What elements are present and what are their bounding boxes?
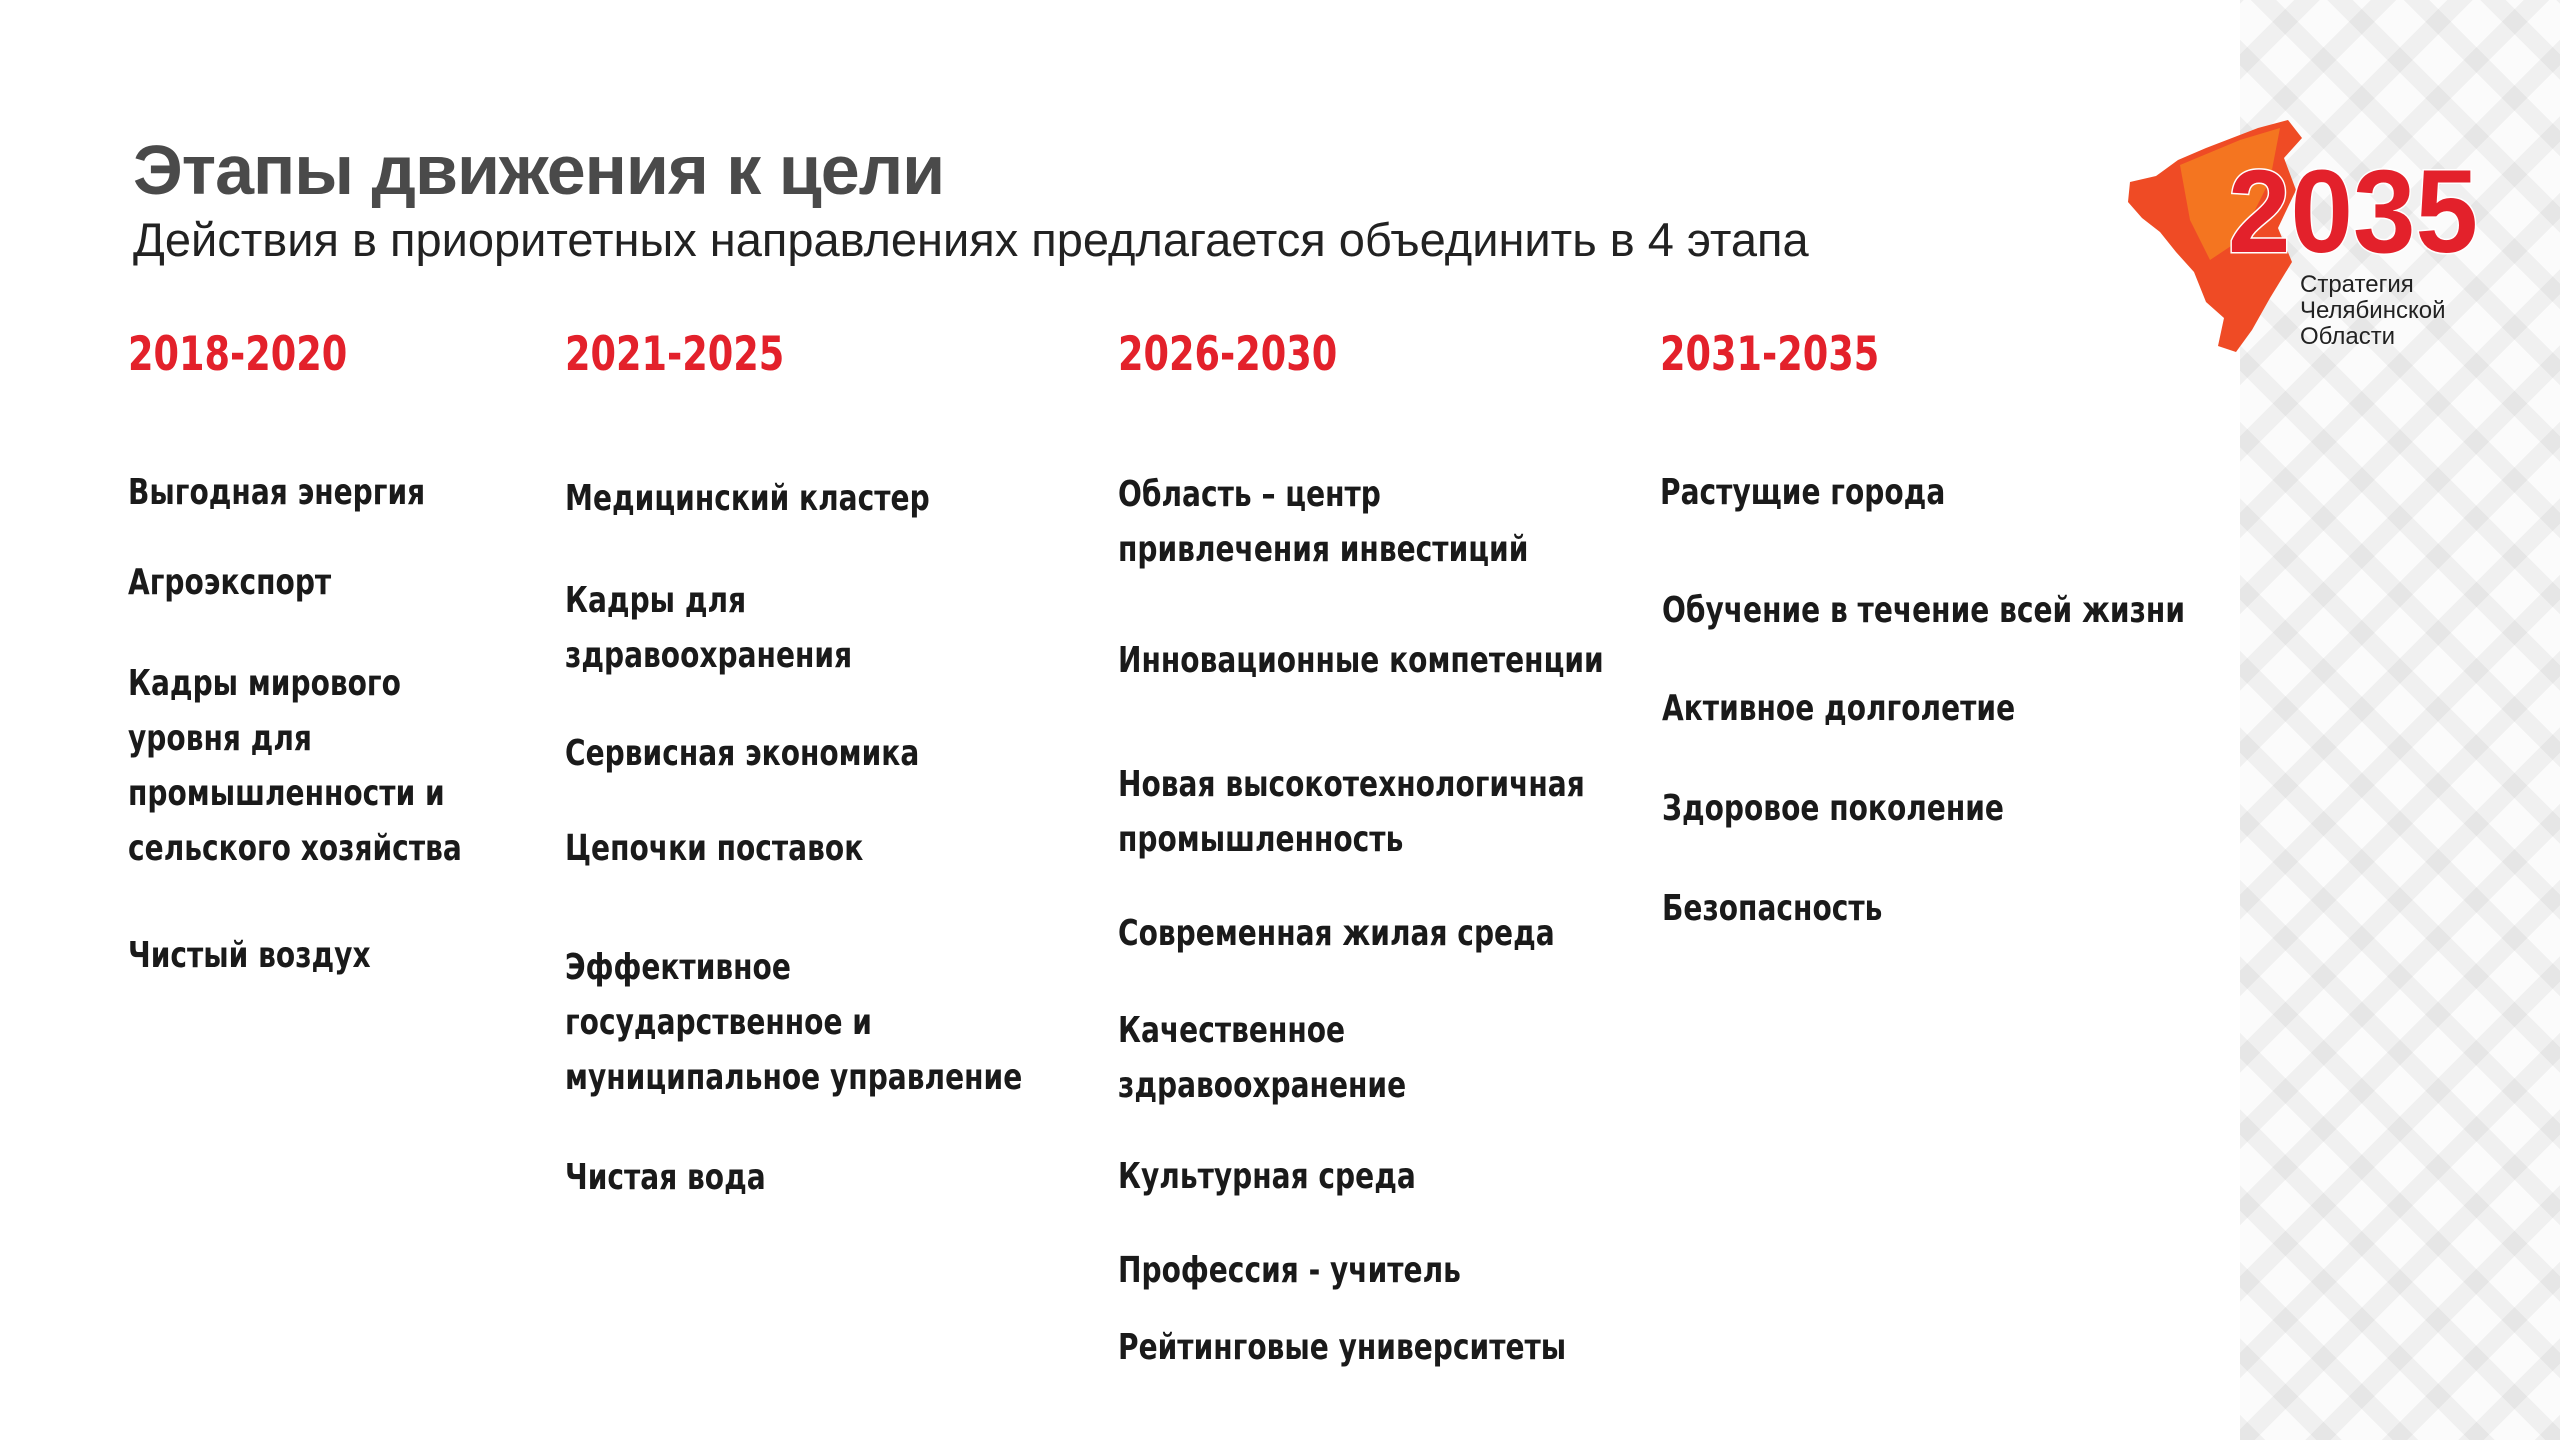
logo-caption-line: Области xyxy=(2300,323,2396,350)
stage-item: Медицинский кластер xyxy=(565,478,930,519)
logo-caption-line: Челябинской xyxy=(2300,297,2446,324)
stage-item: Современная жилая среда xyxy=(1118,913,1555,954)
stage-item: Сервисная экономика xyxy=(565,733,920,774)
stage-item: Культурная среда xyxy=(1118,1156,1416,1197)
stage-item: Чистый воздух xyxy=(128,935,371,976)
stage-period-3: 2026-2030 xyxy=(1118,327,1338,382)
stage-item: Рейтинговые университеты xyxy=(1118,1327,1567,1368)
stage-item: Профессия - учитель xyxy=(1118,1250,1461,1291)
page-title: Этапы движения к цели xyxy=(133,131,945,209)
stage-item: Цепочки поставок xyxy=(565,828,864,869)
stage-item: Безопасность xyxy=(1662,888,1883,929)
stage-item: Кадры мирового уровня для промышленности и сельского хозяйства xyxy=(128,663,462,869)
page-subtitle: Действия в приоритетных направлениях предлагается объединить в 4 этапа xyxy=(133,213,1809,266)
logo-caption xyxy=(2300,272,2445,350)
stage-item: Обучение в течение всей жизни xyxy=(1662,590,2186,631)
stage-item: Область – центр привлечения инвестиций xyxy=(1118,474,1529,570)
stage-period-1: 2018-2020 xyxy=(128,327,348,382)
logo-caption-line: Стратегия xyxy=(2300,271,2414,298)
stage-item: Кадры для здравоохранения xyxy=(565,580,853,676)
stage-item: Новая высокотехнологичная промышленность xyxy=(1118,764,1585,860)
stage-item: Агроэкспорт xyxy=(128,562,332,603)
stage-period-4: 2031-2035 xyxy=(1660,327,1880,382)
stage-item: Активное долголетие xyxy=(1662,688,2016,729)
stage-item: Выгодная энергия xyxy=(128,472,426,513)
stage-item: Инновационные компетенции xyxy=(1118,640,1604,681)
stage-item: Эффективное государственное и муниципальное управление xyxy=(565,947,1023,1098)
stage-item: Растущие города xyxy=(1660,472,1946,513)
stage-item: Чистая вода xyxy=(565,1157,766,1198)
stage-item: Здоровое поколение xyxy=(1662,788,2004,829)
stage-item: Качественное здравоохранение xyxy=(1118,1010,1407,1106)
logo-number: 2035 xyxy=(2228,146,2478,278)
stage-period-2: 2021-2025 xyxy=(565,327,785,382)
